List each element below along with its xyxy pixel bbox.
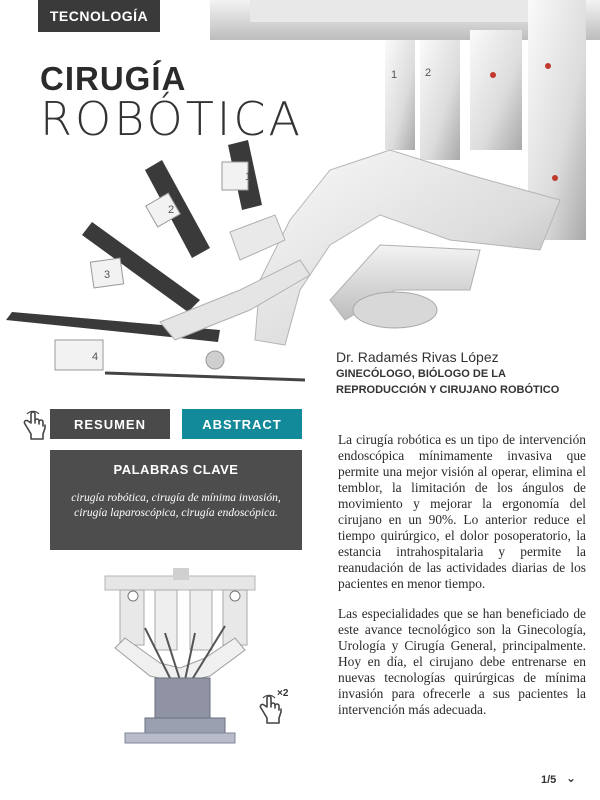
abstract-button[interactable]: ABSTRACT xyxy=(182,409,302,439)
article-body xyxy=(338,432,586,732)
author-role-line-2: REPRODUCCIÓN Y CIRUJANO ROBÓTICO xyxy=(336,384,560,396)
arm-label-4: 4 xyxy=(92,351,99,363)
section-tag: TECNOLOGÍA xyxy=(38,0,160,32)
arm-label-top-1: 1 xyxy=(391,69,398,81)
paragraph-1: La cirugía robótica es un tipo de intervención endoscópica mínimamente invasiva que permite una mejor visión al operar, elimina el temblor, la limitación de los ángulos de movimiento y mejorar la ergonomía del cirujano en un 90%. Lo anterior reduce el tiempo quirúrgico, el dolor posoperatorio, la estancia intrahospitalaria y permite la reanudación de las actividades diarias de los pacientes en menor tiempo. xyxy=(338,432,586,591)
title-line-1: CIRUGÍA xyxy=(40,60,187,97)
keywords-box xyxy=(50,450,302,550)
robot-cart-illustration xyxy=(85,568,275,748)
chevron-down-icon[interactable]: ⌄ xyxy=(566,771,577,785)
hand-tap-icon xyxy=(22,409,48,441)
author-role-line-1: GINECÓLOGO, BIÓLOGO DE LA xyxy=(336,368,506,380)
title-line-2: ROBÓTICA xyxy=(40,92,303,146)
author-name: Dr. Radamés Rivas López xyxy=(336,349,499,365)
keywords-text: cirugía robótica, cirugía de mínima invasión, cirugía laparoscópica, cirugía endoscópica. xyxy=(71,492,281,519)
arm-label-top-2: 2 xyxy=(425,67,432,79)
page-indicator: 1/5 xyxy=(541,774,557,786)
arm-label-1: 1 xyxy=(245,171,252,183)
zoom-multiplier-label: ×2 xyxy=(277,688,289,699)
arm-label-3: 3 xyxy=(104,269,111,281)
keywords-title: PALABRAS CLAVE xyxy=(113,462,239,477)
arm-label-2: 2 xyxy=(168,204,175,216)
resumen-button[interactable]: RESUMEN xyxy=(50,409,170,439)
paragraph-2: Las especialidades que se han beneficiado de este avance tecnológico son la Ginecología, Urología y Cirugía General, principalmente. Hoy en día, el cirujano debe entrenarse en nuevas tecnologías quirúrgicas de mínima invasión para ofrecerle a sus pacientes la intervención más adecuada. xyxy=(338,606,586,717)
author-block xyxy=(336,349,586,397)
